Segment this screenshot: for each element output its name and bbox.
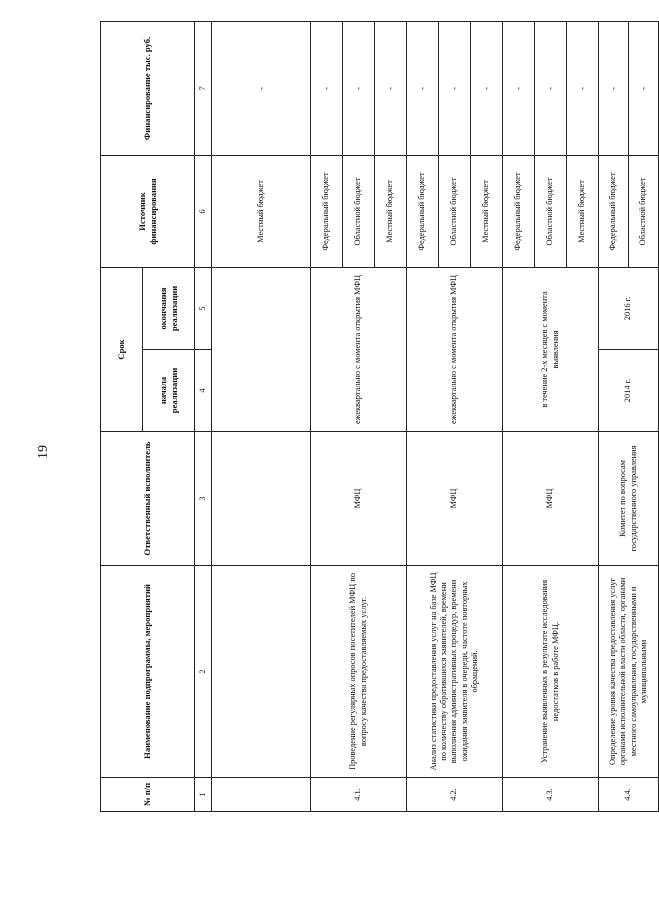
funding-value: - bbox=[343, 21, 375, 155]
funding-source: Федеральный бюджет bbox=[407, 155, 439, 267]
funding-source: Местный бюджет bbox=[375, 155, 407, 267]
header-name: Наименование подпрограммы, мероприятий bbox=[101, 566, 195, 778]
activity-name: Проведение регулярных опросов посетителей МФЦ по вопросу качества предоставляемых услуг. bbox=[311, 566, 407, 778]
row-number: 4.2. bbox=[407, 778, 503, 812]
term-end: 2016 г. bbox=[599, 267, 659, 349]
cell-empty bbox=[212, 778, 311, 812]
column-number: 1 bbox=[195, 778, 212, 812]
row-number: 4.4. bbox=[599, 778, 659, 812]
funding-source: Местный бюджет bbox=[567, 155, 599, 267]
header-financing: Финансирование тыс. руб. bbox=[101, 21, 195, 155]
funding-value: - bbox=[535, 21, 567, 155]
term: ежеквартально с момента открытия МФЦ bbox=[311, 267, 407, 431]
header-term-end: окончания реализации bbox=[143, 267, 195, 349]
activity-name: Анализ статистики предоставления услуг на базе МФЦ по количеству обратившихся заявителей, времени выполнения административных процедур, времени ожидания заявителя в очереди, частоте повторных обращений. bbox=[407, 566, 503, 778]
executor: МФЦ bbox=[503, 432, 599, 566]
column-number: 7 bbox=[195, 21, 212, 155]
term: в течение 2-х месяцев с момента выявления bbox=[503, 267, 599, 431]
program-activities-table bbox=[100, 21, 659, 812]
column-number: 2 bbox=[195, 566, 212, 778]
funding-source: Областной бюджет bbox=[535, 155, 567, 267]
funding-source: Областной бюджет bbox=[629, 155, 659, 267]
activity-name: Определение уровня качества предоставления услуг органами исполнительной власти области, органами местного самоуправления, государственными и муниципальными bbox=[599, 566, 659, 778]
table-row bbox=[407, 21, 439, 811]
funding-value: - bbox=[503, 21, 535, 155]
page-number: 19 bbox=[36, 445, 51, 459]
column-number-row bbox=[195, 21, 212, 811]
header-term-start: начала реализации bbox=[143, 350, 195, 432]
cell-empty bbox=[212, 566, 311, 778]
header-row-1 bbox=[101, 21, 143, 811]
term: ежеквартально с момента открытия МФЦ bbox=[407, 267, 503, 431]
funding-source: Федеральный бюджет bbox=[599, 155, 629, 267]
header-term: Срок bbox=[101, 267, 143, 431]
header-source: Источник финансирования bbox=[101, 155, 195, 267]
rotated-table-wrapper bbox=[100, 22, 649, 812]
table-row bbox=[503, 21, 535, 811]
header-num: № п/п bbox=[101, 778, 195, 812]
funding-source: Федеральный бюджет bbox=[311, 155, 343, 267]
term-start: 2014 г. bbox=[599, 350, 659, 432]
funding-value: - bbox=[629, 21, 659, 155]
funding-value: - bbox=[599, 21, 629, 155]
row-number: 4.3. bbox=[503, 778, 599, 812]
executor: МФЦ bbox=[311, 432, 407, 566]
funding-value: - bbox=[567, 21, 599, 155]
funding-source: Областной бюджет bbox=[439, 155, 471, 267]
cell-empty bbox=[212, 432, 311, 566]
executor: Комитет по вопросам государственного управления bbox=[599, 432, 659, 566]
activity-name: Устранение выявленных в результате исследования недостатков в работе МФЦ. bbox=[503, 566, 599, 778]
funding-source: Областной бюджет bbox=[343, 155, 375, 267]
table-row bbox=[311, 21, 343, 811]
intro-source: Местный бюджет bbox=[212, 155, 311, 267]
funding-value: - bbox=[439, 21, 471, 155]
column-number: 3 bbox=[195, 432, 212, 566]
funding-source: Местный бюджет bbox=[471, 155, 503, 267]
funding-value: - bbox=[311, 21, 343, 155]
funding-value: - bbox=[471, 21, 503, 155]
table-row bbox=[599, 21, 629, 811]
column-number: 6 bbox=[195, 155, 212, 267]
column-number: 5 bbox=[195, 267, 212, 349]
intro-financing: - bbox=[212, 21, 311, 155]
row-number: 4.1. bbox=[311, 778, 407, 812]
header-executor: Ответственный исполнитель bbox=[101, 432, 195, 566]
funding-source: Федеральный бюджет bbox=[503, 155, 535, 267]
column-number: 4 bbox=[195, 350, 212, 432]
funding-value: - bbox=[375, 21, 407, 155]
cell-empty bbox=[212, 267, 311, 431]
intro-row bbox=[212, 21, 311, 811]
funding-value: - bbox=[407, 21, 439, 155]
document-page bbox=[100, 22, 649, 812]
executor: МФЦ bbox=[407, 432, 503, 566]
